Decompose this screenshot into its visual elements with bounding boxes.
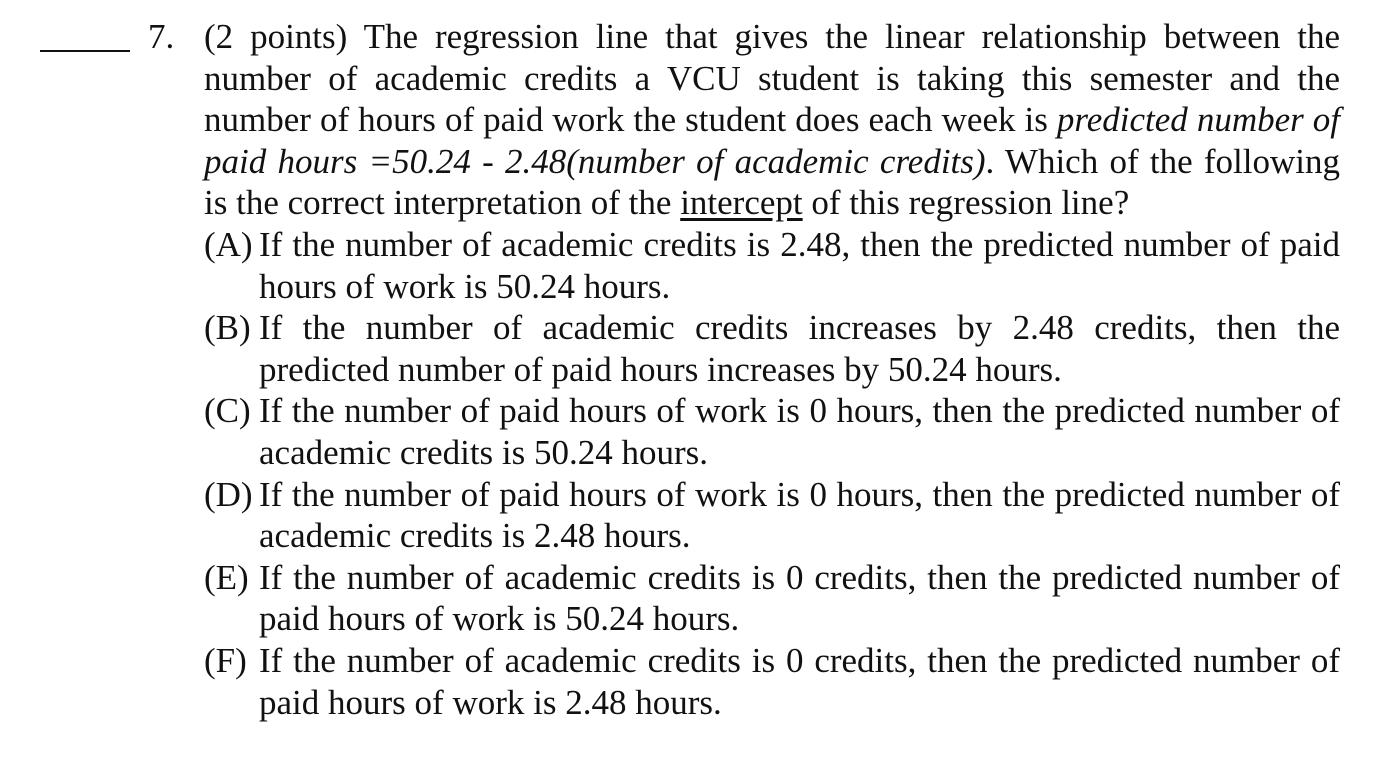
stem-text-part3: of this regression line? [811,183,1130,223]
option-label: (F) [204,640,247,680]
stem-text-part2: . Which of the following is the correct interpretation of the [204,141,1340,223]
option-label: (B) [204,308,251,348]
option-d [204,474,1340,557]
option-text: If the number of paid hours of work is 0 hours, then the predicted number of academic credits is 2.48 hours. [259,474,1340,556]
option-text: If the number of academic credits is 0 credits, then the predicted number of paid hours of work is 2.48 hours. [259,640,1340,722]
option-a [204,224,1340,307]
option-label: (C) [204,391,251,431]
option-c [204,390,1340,473]
stem-text-part1: The regression line that gives the linear relationship between the number of academic credits a VCU student is taking this semester and the number of hours of paid work the student does each week is [204,17,1341,140]
option-text: If the number of paid hours of work is 0 hours, then the predicted number of academic credits is 50.24 hours. [259,391,1340,472]
option-text: If the number of academic credits is 0 credits, then the predicted number of paid hours of work is 50.24 hours. [259,557,1340,639]
question-stem [204,16,1340,224]
question-points: (2 points) [204,17,348,56]
option-label: (D) [204,474,253,514]
answer-blank-line[interactable] [40,16,130,52]
option-e [204,557,1340,640]
option-text: If the number of academic credits increases by 2.48 credits, then the predicted number of paid hours increases by 50.24 hours. [259,308,1340,389]
question-number: 7. [148,17,175,56]
underlined-term: intercept [680,183,803,223]
answer-options [204,224,1340,723]
option-label: (A) [204,225,253,264]
option-text: If the number of academic credits is 2.48, then the predicted number of paid hours of work is 50.24 hours. [259,225,1340,306]
regression-equation: predicted number of paid hours =50.24 - 2.48(number of academic credits) [204,100,1341,181]
option-b [204,307,1340,390]
option-f [204,640,1340,723]
option-label: (E) [204,557,249,597]
